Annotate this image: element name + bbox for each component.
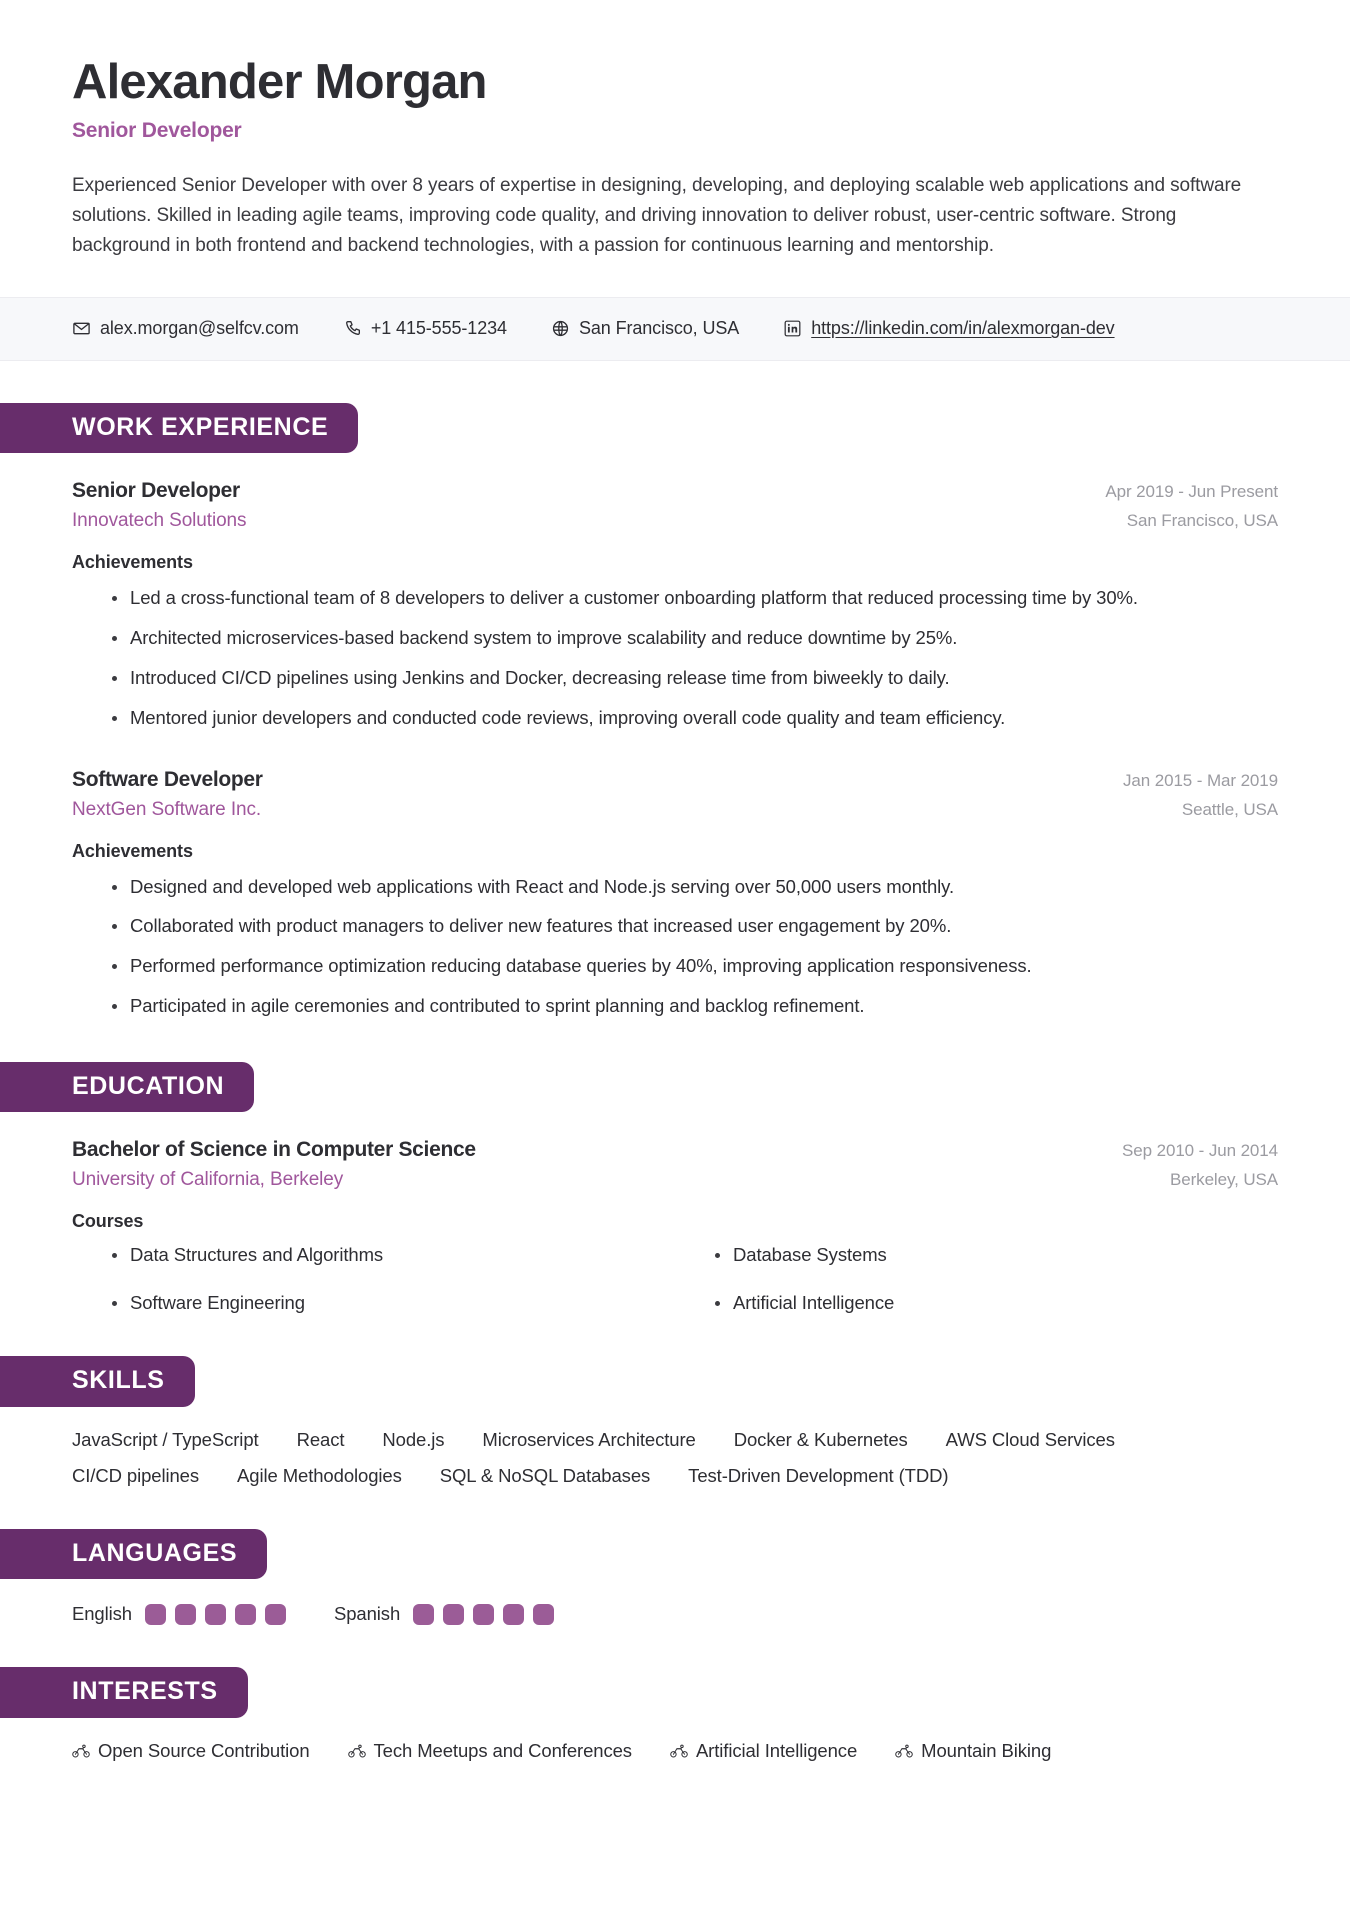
work-entry-organization: NextGen Software Inc. — [72, 798, 262, 820]
interest-label: Mountain Biking — [921, 1739, 1052, 1761]
education-entry-org-row — [72, 1162, 1278, 1191]
rating-square — [443, 1604, 464, 1625]
work-entry-title: Software Developer — [72, 767, 263, 791]
list-item: Artificial Intelligence — [715, 1292, 1278, 1314]
skill-item: SQL & NoSQL Databases — [439, 1464, 651, 1486]
skill-item: Agile Methodologies — [237, 1464, 402, 1486]
contact-linkedin[interactable] — [783, 318, 1114, 339]
interest-item — [670, 1740, 857, 1762]
interests-list — [72, 1740, 1278, 1762]
professional-summary: Experienced Senior Developer with over 8 years of expertise in designing, developing, and deploying scalable web applications and software solutions. Skilled in leading agile teams, improving code quality, and driving innovation to deliver robust, user-centric software. Strong background in both frontend and backend technologies, with a passion for continuous learning and mentorship. — [72, 174, 1242, 256]
rating-square — [205, 1604, 226, 1625]
list-item: Data Structures and Algorithms — [112, 1244, 675, 1266]
interest-item — [895, 1740, 1051, 1762]
section-skills — [0, 1356, 1350, 1487]
work-entry-bullets — [72, 874, 1278, 1020]
skill-item: React — [296, 1428, 345, 1450]
work-entry-dates: Apr 2019 - Jun Present — [1105, 482, 1278, 502]
language-rating — [413, 1604, 554, 1625]
section-heading-languages: LANGUAGES — [0, 1529, 267, 1580]
language-rating — [145, 1604, 286, 1625]
work-entry-dates: Jan 2015 - Mar 2019 — [1123, 770, 1278, 790]
interest-item — [348, 1740, 632, 1762]
education-entry-title: Bachelor of Science in Computer Science — [72, 1138, 476, 1162]
skill-item: CI/CD pipelines — [72, 1464, 200, 1486]
work-entry-sub-label: Achievements — [72, 552, 193, 573]
section-body-skills — [0, 1429, 1350, 1487]
globe-icon — [551, 319, 570, 338]
skill-item: Docker & Kubernetes — [733, 1428, 908, 1450]
contact-phone-text: +1 415-555-1234 — [370, 317, 507, 338]
list-item: Participated in agile ceremonies and contributed to sprint planning and backlog refinement. — [112, 993, 1278, 1020]
contact-email-text: alex.morgan@selfcv.com — [100, 317, 299, 338]
language-name: English — [72, 1603, 132, 1625]
list-item: Led a cross-functional team of 8 developers to deliver a customer onboarding platform that reduced processing time by 30%. — [112, 585, 1278, 612]
skill-item: AWS Cloud Services — [945, 1428, 1115, 1450]
contact-location[interactable] — [551, 318, 739, 339]
language-item — [334, 1603, 554, 1625]
interest-item — [72, 1740, 310, 1762]
section-body-interests — [0, 1740, 1350, 1762]
work-entry-location: Seattle, USA — [1181, 799, 1278, 819]
language-name: Spanish — [333, 1603, 401, 1625]
course-list — [72, 1244, 1278, 1314]
list-item: Software Engineering — [112, 1292, 675, 1314]
contact-linkedin-text[interactable]: https://linkedin.com/in/alexmorgan-dev — [811, 317, 1115, 338]
section-heading-skills: SKILLS — [0, 1356, 195, 1407]
section-body-work — [0, 479, 1350, 1020]
skill-item: Node.js — [382, 1428, 445, 1450]
rating-square — [235, 1604, 256, 1625]
bicycle-icon — [72, 1742, 90, 1760]
interest-label: Tech Meetups and Conferences — [373, 1739, 632, 1761]
phone-icon — [343, 319, 362, 338]
skills-list — [72, 1429, 1262, 1487]
list-item: Introduced CI/CD pipelines using Jenkins and Docker, decreasing release time from biweekly to daily. — [112, 665, 1278, 692]
work-entry-sub-label: Achievements — [72, 840, 193, 861]
section-heading-interests: INTERESTS — [0, 1667, 248, 1718]
job-title: Senior Developer — [72, 118, 242, 142]
section-heading-work: WORK EXPERIENCE — [0, 403, 358, 454]
contact-bar — [0, 297, 1350, 361]
section-work-experience — [0, 403, 1350, 1020]
page-title: Alexander Morgan — [72, 55, 487, 109]
education-entry-header-row — [72, 1138, 1278, 1162]
section-heading-education: EDUCATION — [0, 1062, 254, 1113]
education-entry-dates: Sep 2010 - Jun 2014 — [1122, 1141, 1278, 1161]
work-entry — [72, 768, 1278, 1020]
list-item: Database Systems — [715, 1244, 1278, 1266]
rating-square — [473, 1604, 494, 1625]
section-body-languages — [0, 1603, 1350, 1625]
rating-square — [145, 1604, 166, 1625]
work-entry-organization: Innovatech Solutions — [72, 510, 247, 532]
list-item: Collaborated with product managers to deliver new features that increased user engagement by 20%. — [112, 913, 1278, 940]
rating-square — [503, 1604, 524, 1625]
section-languages — [0, 1529, 1350, 1626]
education-entry-location: Berkeley, USA — [1170, 1170, 1278, 1190]
bicycle-icon — [895, 1742, 913, 1760]
interest-label: Open Source Contribution — [98, 1739, 310, 1761]
bicycle-icon — [670, 1742, 688, 1760]
skill-item: Test-Driven Development (TDD) — [688, 1464, 949, 1486]
list-item: Performed performance optimization reducing database queries by 40%, improving application responsiveness. — [112, 953, 1278, 980]
work-entry-location: San Francisco, USA — [1126, 511, 1278, 531]
rating-square — [265, 1604, 286, 1625]
skill-item: JavaScript / TypeScript — [72, 1428, 259, 1450]
education-entry-sub-label: Courses — [72, 1211, 144, 1232]
languages-list — [72, 1603, 1278, 1625]
resume-header — [0, 0, 1350, 261]
section-body-education — [0, 1138, 1350, 1314]
work-entry-header-row — [72, 479, 1278, 503]
education-entry-organization: University of California, Berkeley — [72, 1169, 344, 1191]
work-entry-header-row — [72, 768, 1278, 792]
language-item — [72, 1603, 286, 1625]
interest-label: Artificial Intelligence — [695, 1739, 858, 1761]
list-item: Mentored junior developers and conducted code reviews, improving overall code quality and team efficiency. — [112, 705, 1278, 732]
rating-square — [533, 1604, 554, 1625]
skill-item: Microservices Architecture — [482, 1428, 696, 1450]
work-entry-org-row — [72, 792, 1278, 821]
work-entry — [72, 479, 1278, 731]
work-entry-title: Senior Developer — [72, 479, 240, 503]
education-entry — [72, 1138, 1278, 1314]
bicycle-icon — [348, 1742, 366, 1760]
rating-square — [175, 1604, 196, 1625]
work-entry-bullets — [72, 585, 1278, 731]
envelope-icon — [72, 319, 91, 338]
contact-phone[interactable] — [343, 318, 507, 339]
contact-email[interactable] — [72, 318, 299, 339]
list-item: Architected microservices-based backend system to improve scalability and reduce downtime by 25%. — [112, 625, 1278, 652]
work-entry-org-row — [72, 503, 1278, 532]
contact-location-text: San Francisco, USA — [578, 317, 740, 338]
section-education — [0, 1062, 1350, 1315]
rating-square — [413, 1604, 434, 1625]
section-interests — [0, 1667, 1350, 1762]
linkedin-icon — [783, 319, 802, 338]
list-item: Designed and developed web applications with React and Node.js serving over 50,000 users monthly. — [112, 874, 1278, 901]
